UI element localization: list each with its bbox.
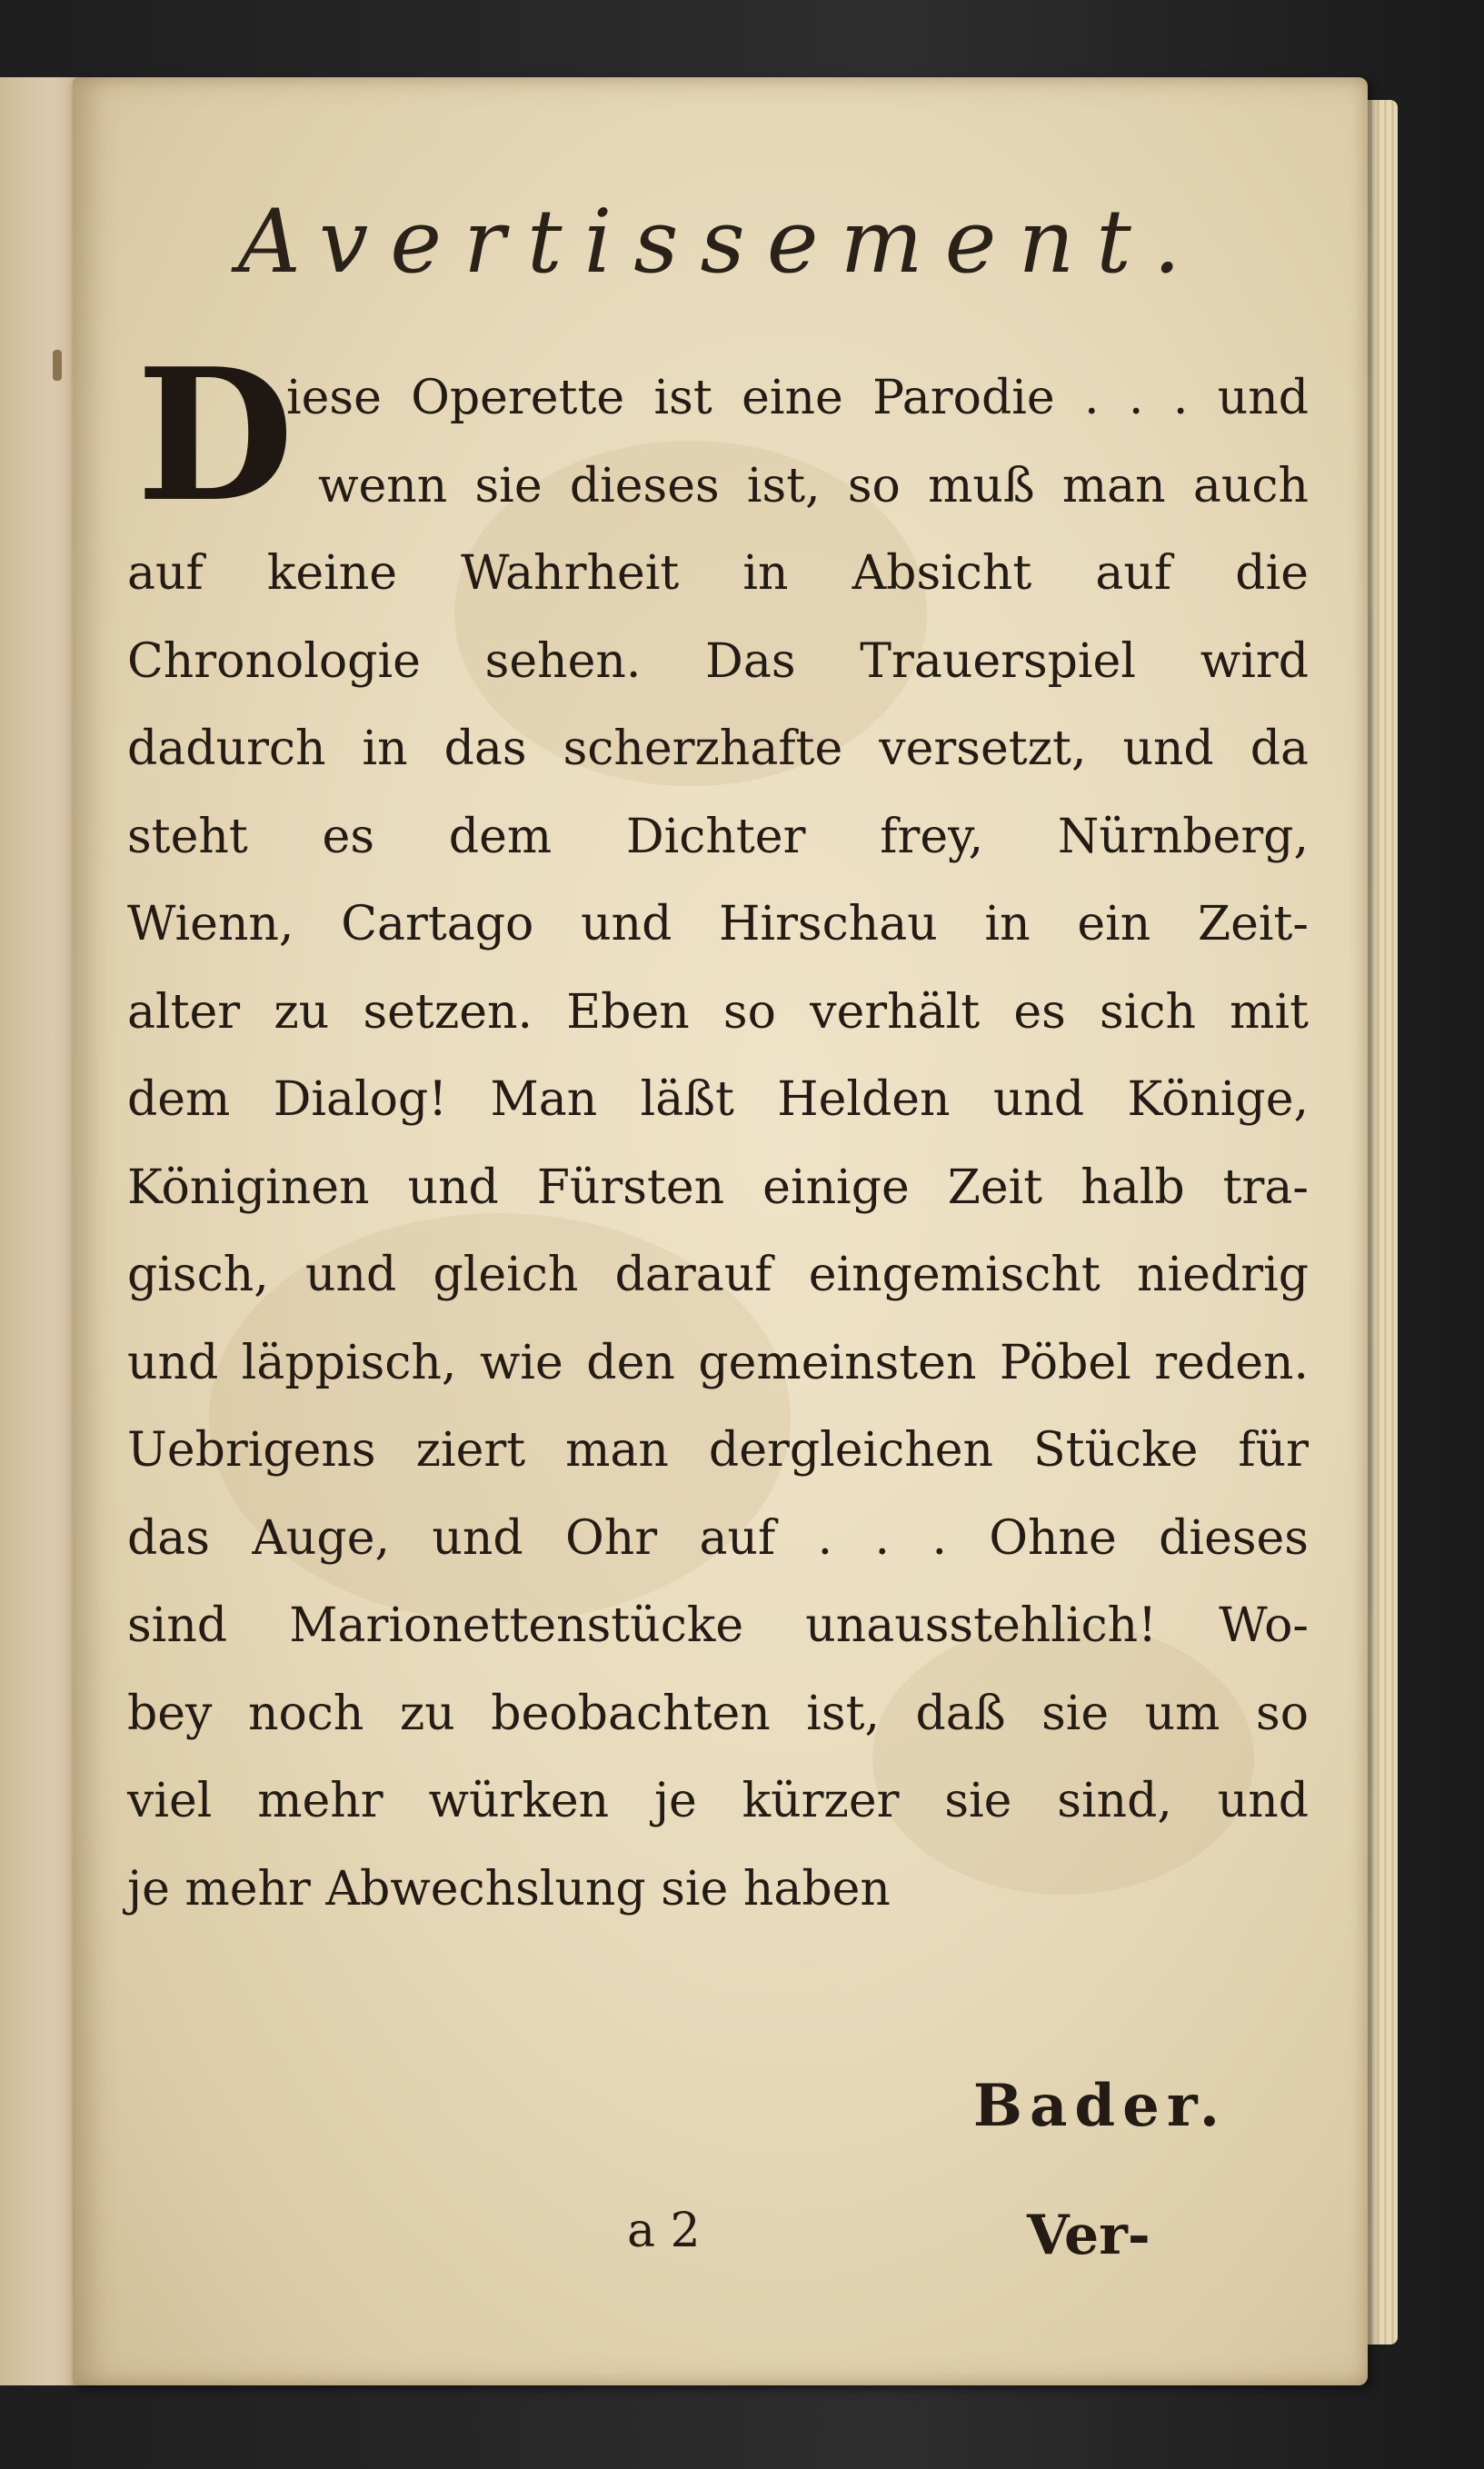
- author-signature: Bader.: [972, 2072, 1227, 2140]
- text-line: Wienn, Cartago und Hirschau in ein Zeit-: [127, 897, 1309, 951]
- text-line: sind Marionettenstücke unausstehlich! Wo-: [127, 1598, 1309, 1653]
- page-footer: [73, 2204, 1368, 2285]
- text-line: je mehr Abwechslung sie haben: [127, 1861, 891, 1916]
- text-line: dem Dialog! Man läßt Helden und Könige,: [127, 1072, 1309, 1127]
- text-line: wenn sie dieses ist, so muß man auch: [318, 458, 1309, 513]
- page-heading: Avertissement.: [237, 191, 1203, 293]
- text-line: iese Operette ist eine Parodie . . . und: [286, 371, 1309, 425]
- text-line: dadurch in das scherzhafte versetzt, und da: [127, 722, 1309, 776]
- text-line: das Auge, und Ohr auf . . . Ohne dieses: [127, 1510, 1309, 1566]
- drop-cap: D: [136, 329, 294, 543]
- text-line: und läppisch, wie den gemeinsten Pöbel reden.: [127, 1335, 1309, 1390]
- body-text: [127, 354, 1309, 1933]
- catchword: Ver-: [1027, 2204, 1150, 2267]
- text-line: steht es dem Dichter frey, Nürnberg,: [127, 809, 1309, 864]
- text-line: alter zu setzen. Eben so verhält es sich mit: [127, 984, 1309, 1040]
- text-line: auf keine Wahrheit in Absicht auf die: [127, 546, 1309, 601]
- text-line: viel mehr würken je kürzer sie sind, und: [127, 1774, 1309, 1828]
- book-page: [73, 77, 1368, 2385]
- text-line: Uebrigens ziert man dergleichen Stücke für: [127, 1423, 1309, 1478]
- signature-mark: a 2: [627, 2204, 701, 2258]
- text-line: gisch, und gleich darauf eingemischt niedrig: [127, 1248, 1309, 1302]
- text-line: Königinen und Fürsten einige Zeit halb tra-: [127, 1160, 1309, 1215]
- text-line: bey noch zu beobachten ist, daß sie um so: [127, 1686, 1309, 1741]
- text-line: Chronologie sehen. Das Trauerspiel wird: [127, 633, 1309, 689]
- binding-thread-top: [53, 350, 62, 381]
